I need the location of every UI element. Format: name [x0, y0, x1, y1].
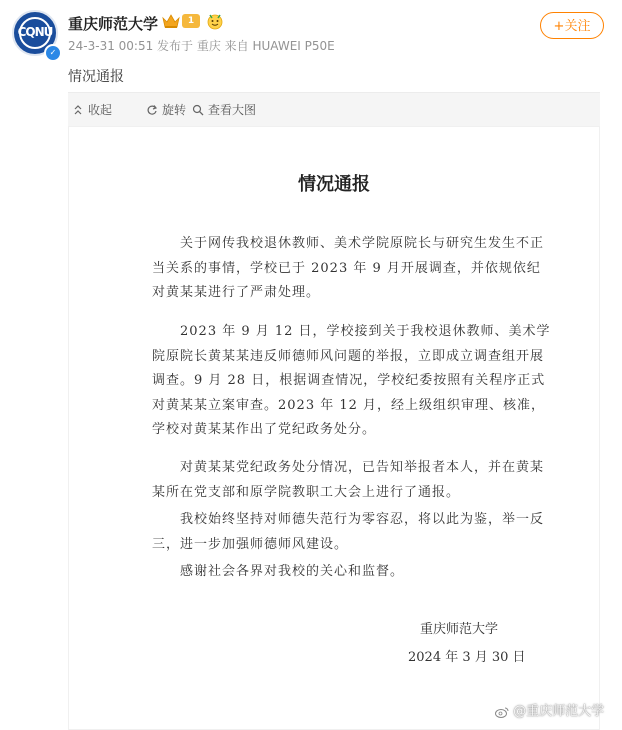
watermark-text: @重庆师范大学	[513, 704, 605, 719]
weibo-logo-icon	[495, 706, 509, 718]
notice-paragraph: 感谢社会各界对我校的关心和监督。	[180, 564, 405, 579]
image-toolbar	[68, 92, 600, 127]
logo-monogram: CQNU	[17, 25, 53, 39]
notice-title: 情况通报	[298, 174, 370, 195]
notice-paragraph: 关于网传我校退休教师、美术学院原院长与研究生发生不正当关系的事情，学校已于 2023 年 9 月开展调查，并依规依纪对黄某某进行了严肃处理。	[152, 236, 545, 300]
zoom-icon	[192, 104, 204, 116]
author-name[interactable]: 重庆师范大学	[68, 15, 159, 33]
notice-image[interactable]	[68, 126, 600, 730]
verified-icon: ✓	[44, 44, 62, 62]
level-badge[interactable]: 1	[182, 14, 200, 28]
view-large-label: 查看大图	[208, 103, 257, 117]
rotate-icon	[146, 104, 158, 116]
collapse-icon	[72, 104, 84, 116]
follow-button[interactable]: +关注	[540, 12, 604, 39]
fan-badge-icon[interactable]	[206, 12, 224, 30]
notice-signature: 重庆师范大学	[420, 622, 499, 637]
rotate-label: 旋转	[162, 103, 187, 117]
notice-paragraph: 对黄某某党纪政务处分情况，已告知举报者本人，并在黄某某所在党支部和原学院教职工大会上进行了通报。	[152, 460, 545, 500]
collapse-label: 收起	[88, 103, 113, 117]
notice-date: 2024 年 3 月 30 日	[408, 650, 526, 665]
notice-paragraph: 2023 年 9 月 12 日，学校接到关于我校退休教师、美术学院原院长黄某某违反师德师风问题的举报，立即成立调查组开展调查。9 月 28 日，根据调查情况，学校纪委按照有关程序正式对黄某某立案审查。2023 年 12 月，经上级组织审理、核准，学校对黄某某作出了党纪政务处分。	[152, 324, 551, 437]
notice-paragraph: 我校始终坚持对师德失范行为零容忍，将以此为鉴，举一反三，进一步加强师德师风建设。	[152, 512, 545, 552]
post-text: 情况通报	[68, 69, 124, 85]
crown-badge-icon[interactable]	[162, 13, 180, 29]
post-meta: 24-3-31 00:51 发布于 重庆 来自 HUAWEI P50E	[68, 39, 335, 53]
weibo-watermark	[495, 700, 604, 719]
